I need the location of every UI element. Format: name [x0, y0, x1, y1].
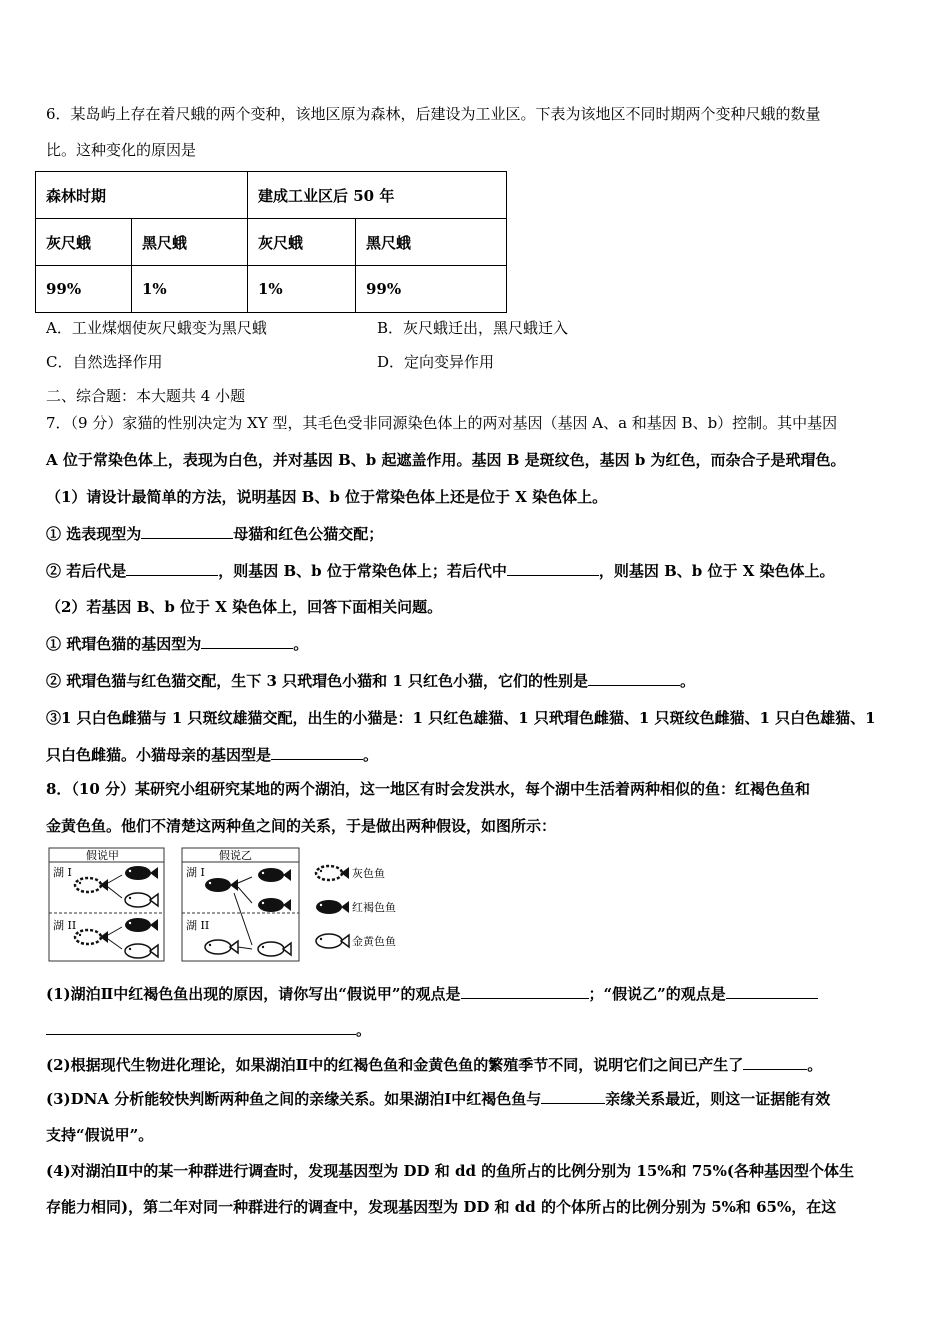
q7-text: 7．（9 分）家猫的性别决定为 XY 型，其毛色受非同源染色体上的两对基因（基因 A、a 和基因 B、b）控制。其中基因 — [46, 414, 838, 432]
q7-line-2: A 位于常染色体上，表现为白色，并对基因 B、b 起遮盖作用。基因 B 是斑纹色，基因 b 为红色，而杂合子是玳瑁色。 — [46, 451, 846, 469]
answer-blank[interactable] — [507, 561, 599, 576]
answer-blank[interactable] — [46, 1020, 356, 1035]
red-brown-fish-icon — [125, 866, 158, 880]
q7-text: 。 — [363, 746, 379, 764]
q7-line-1 — [46, 413, 837, 433]
red-brown-fish-icon — [258, 898, 291, 912]
hypothesis-figure — [46, 845, 416, 965]
hypothesis-b-panel — [182, 848, 299, 961]
q8-line-2: 金黄色鱼。他们不清楚这两种鱼之间的关系，于是做出两种假设，如图所示： — [46, 817, 557, 835]
golden-fish-icon — [125, 944, 158, 958]
answer-blank[interactable] — [541, 1089, 605, 1104]
q8-sub3-line-1 — [46, 1089, 830, 1109]
gray-fish-icon — [75, 930, 108, 944]
q6-stem-line-2: 比。这种变化的原因是 — [46, 141, 197, 159]
q7-line-4 — [46, 524, 383, 544]
gray-fish-icon — [75, 878, 108, 892]
q7-text: 母猫和红色公猫交配； — [233, 525, 384, 543]
golden-fish-icon — [258, 942, 291, 956]
table-cell: 99% — [36, 266, 132, 313]
red-brown-fish-icon — [125, 918, 158, 932]
red-brown-fish-icon — [316, 900, 349, 914]
lake-2-label: 湖 II — [53, 919, 77, 932]
lake-1-label: 湖 I — [186, 866, 205, 879]
table-col-black-1: 黑尺蛾 — [132, 219, 248, 266]
lake-2-label: 湖 II — [186, 919, 210, 932]
q6-table — [35, 171, 507, 313]
legend-golden: 金黄色鱼 — [352, 935, 396, 948]
q7-text: ，则基因 B、b 位于常染色体上；若后代中 — [218, 562, 507, 580]
q8-line-1: 8．（10 分）某研究小组研究某地的两个湖泊，这一地区有时会发洪水，每个湖中生活着两种相似的鱼：红褐色鱼和 — [46, 780, 811, 798]
table-col-gray-1: 灰尺蛾 — [36, 219, 132, 266]
gray-fish-icon — [316, 866, 349, 880]
q6-option-a[interactable]: A．工业煤烟使灰尺蛾变为黑尺蛾 — [46, 319, 267, 337]
q6-option-b[interactable]: B．灰尺蛾迁出，黑尺蛾迁入 — [377, 319, 569, 337]
q8-text: (3)DNA 分析能较快判断两种鱼之间的亲缘关系。如果湖泊Ⅰ中红褐色鱼与 — [46, 1090, 542, 1108]
q7-text: ② 玳瑁色猫与红色猫交配，生下 3 只玳瑁色小猫和 1 只红色小猫，它们的性别是 — [46, 672, 588, 690]
answer-blank[interactable] — [726, 984, 818, 999]
answer-blank[interactable] — [588, 671, 680, 686]
figure-legend — [316, 866, 396, 948]
q7-text: 。 — [293, 635, 309, 653]
table-cell: 99% — [356, 266, 507, 313]
answer-blank[interactable] — [141, 524, 233, 539]
table-header-industrial: 建成工业区后 50 年 — [248, 172, 507, 219]
q7-text: 只白色雌猫。小猫母亲的基因型是 — [46, 746, 272, 764]
q6-stem-line-1: 6．某岛屿上存在着尺蛾的两个变种，该地区原为森林，后建设为工业区。下表为该地区不同时期两个变种尺蛾的数量 — [46, 105, 821, 123]
q7-line-3: （1）请设计最简单的方法，说明基因 B、b 位于常染色体上还是位于 X 染色体上。 — [46, 488, 608, 506]
q7-line-9: ③1 只白色雌猫与 1 只斑纹雄猫交配，出生的小猫是：1 只红色雄猫、1 只玳瑁色雌猫、1 只斑纹色雌猫、1 只白色雄猫、1 — [46, 709, 876, 727]
table-cell: 1% — [132, 266, 248, 313]
q7-line-6: （2）若基因 B、b 位于 X 染色体上，回答下面相关问题。 — [46, 598, 443, 616]
golden-fish-icon — [125, 893, 158, 907]
q8-sub3-line-2: 支持“假说甲”。 — [46, 1126, 154, 1144]
q8-text: (1)湖泊Ⅱ中红褐色鱼出现的原因，请你写出“假说甲”的观点是 — [46, 985, 461, 1003]
q7-line-5 — [46, 561, 835, 581]
q8-sub4-line-2: 存能力相同)，第二年对同一种群进行的调查中，发现基因型为 DD 和 dd 的个体所占的比例分别为 5%和 65%，在这 — [46, 1198, 837, 1216]
answer-blank[interactable] — [126, 561, 218, 576]
q6-option-c[interactable]: C．自然选择作用 — [46, 353, 163, 371]
answer-blank[interactable] — [461, 984, 589, 999]
answer-blank[interactable] — [201, 634, 293, 649]
q8-text: 亲缘关系最近，则这一证据能有效 — [605, 1090, 831, 1108]
golden-fish-icon — [205, 940, 238, 954]
q8-sub2 — [46, 1055, 822, 1075]
q8-sub1-line-2 — [46, 1020, 371, 1040]
red-brown-fish-icon — [205, 878, 238, 892]
q6-option-d[interactable]: D．定向变异作用 — [377, 353, 495, 371]
table-cell: 1% — [248, 266, 356, 313]
q7-line-7 — [46, 634, 308, 654]
table-col-black-2: 黑尺蛾 — [356, 219, 507, 266]
q7-text: ① 选表现型为 — [46, 525, 142, 543]
table-col-gray-2: 灰尺蛾 — [248, 219, 356, 266]
golden-fish-icon — [316, 934, 349, 948]
q7-text: ① 玳瑁色猫的基因型为 — [46, 635, 202, 653]
q7-text: 。 — [680, 672, 696, 690]
legend-gray: 灰色鱼 — [352, 867, 385, 880]
answer-blank[interactable] — [743, 1055, 807, 1070]
q8-sub4-line-1: (4)对湖泊Ⅱ中的某一种群进行调查时，发现基因型为 DD 和 dd 的鱼所占的比例分别为 15%和 75%(各种基因型个体生 — [46, 1162, 854, 1180]
q7-text: ② 若后代是 — [46, 562, 127, 580]
lake-1-label: 湖 I — [53, 866, 72, 879]
q7-text: ，则基因 B、b 位于 X 染色体上。 — [598, 562, 835, 580]
answer-blank[interactable] — [271, 745, 363, 760]
q8-sub1-line-1 — [46, 984, 818, 1004]
hypothesis-a-panel — [49, 848, 164, 961]
q7-line-8 — [46, 671, 695, 691]
q8-text: (2)根据现代生物进化理论，如果湖泊Ⅱ中的红褐色鱼和金黄色鱼的繁殖季节不同，说明它们之间已产生了 — [46, 1056, 744, 1074]
hypothesis-b-label: 假说乙 — [219, 849, 252, 862]
hypothesis-a-label: 假说甲 — [86, 849, 119, 862]
q8-text: ；“假说乙”的观点是 — [588, 985, 726, 1003]
table-header-forest: 森林时期 — [36, 172, 248, 219]
legend-red-brown: 红褐色鱼 — [352, 901, 396, 914]
q7-line-10 — [46, 745, 378, 765]
q8-text: 。 — [807, 1056, 823, 1074]
section-heading: 二、综合题：本大题共 4 小题 — [46, 387, 246, 405]
red-brown-fish-icon — [258, 868, 291, 882]
q8-text: 。 — [356, 1021, 372, 1039]
